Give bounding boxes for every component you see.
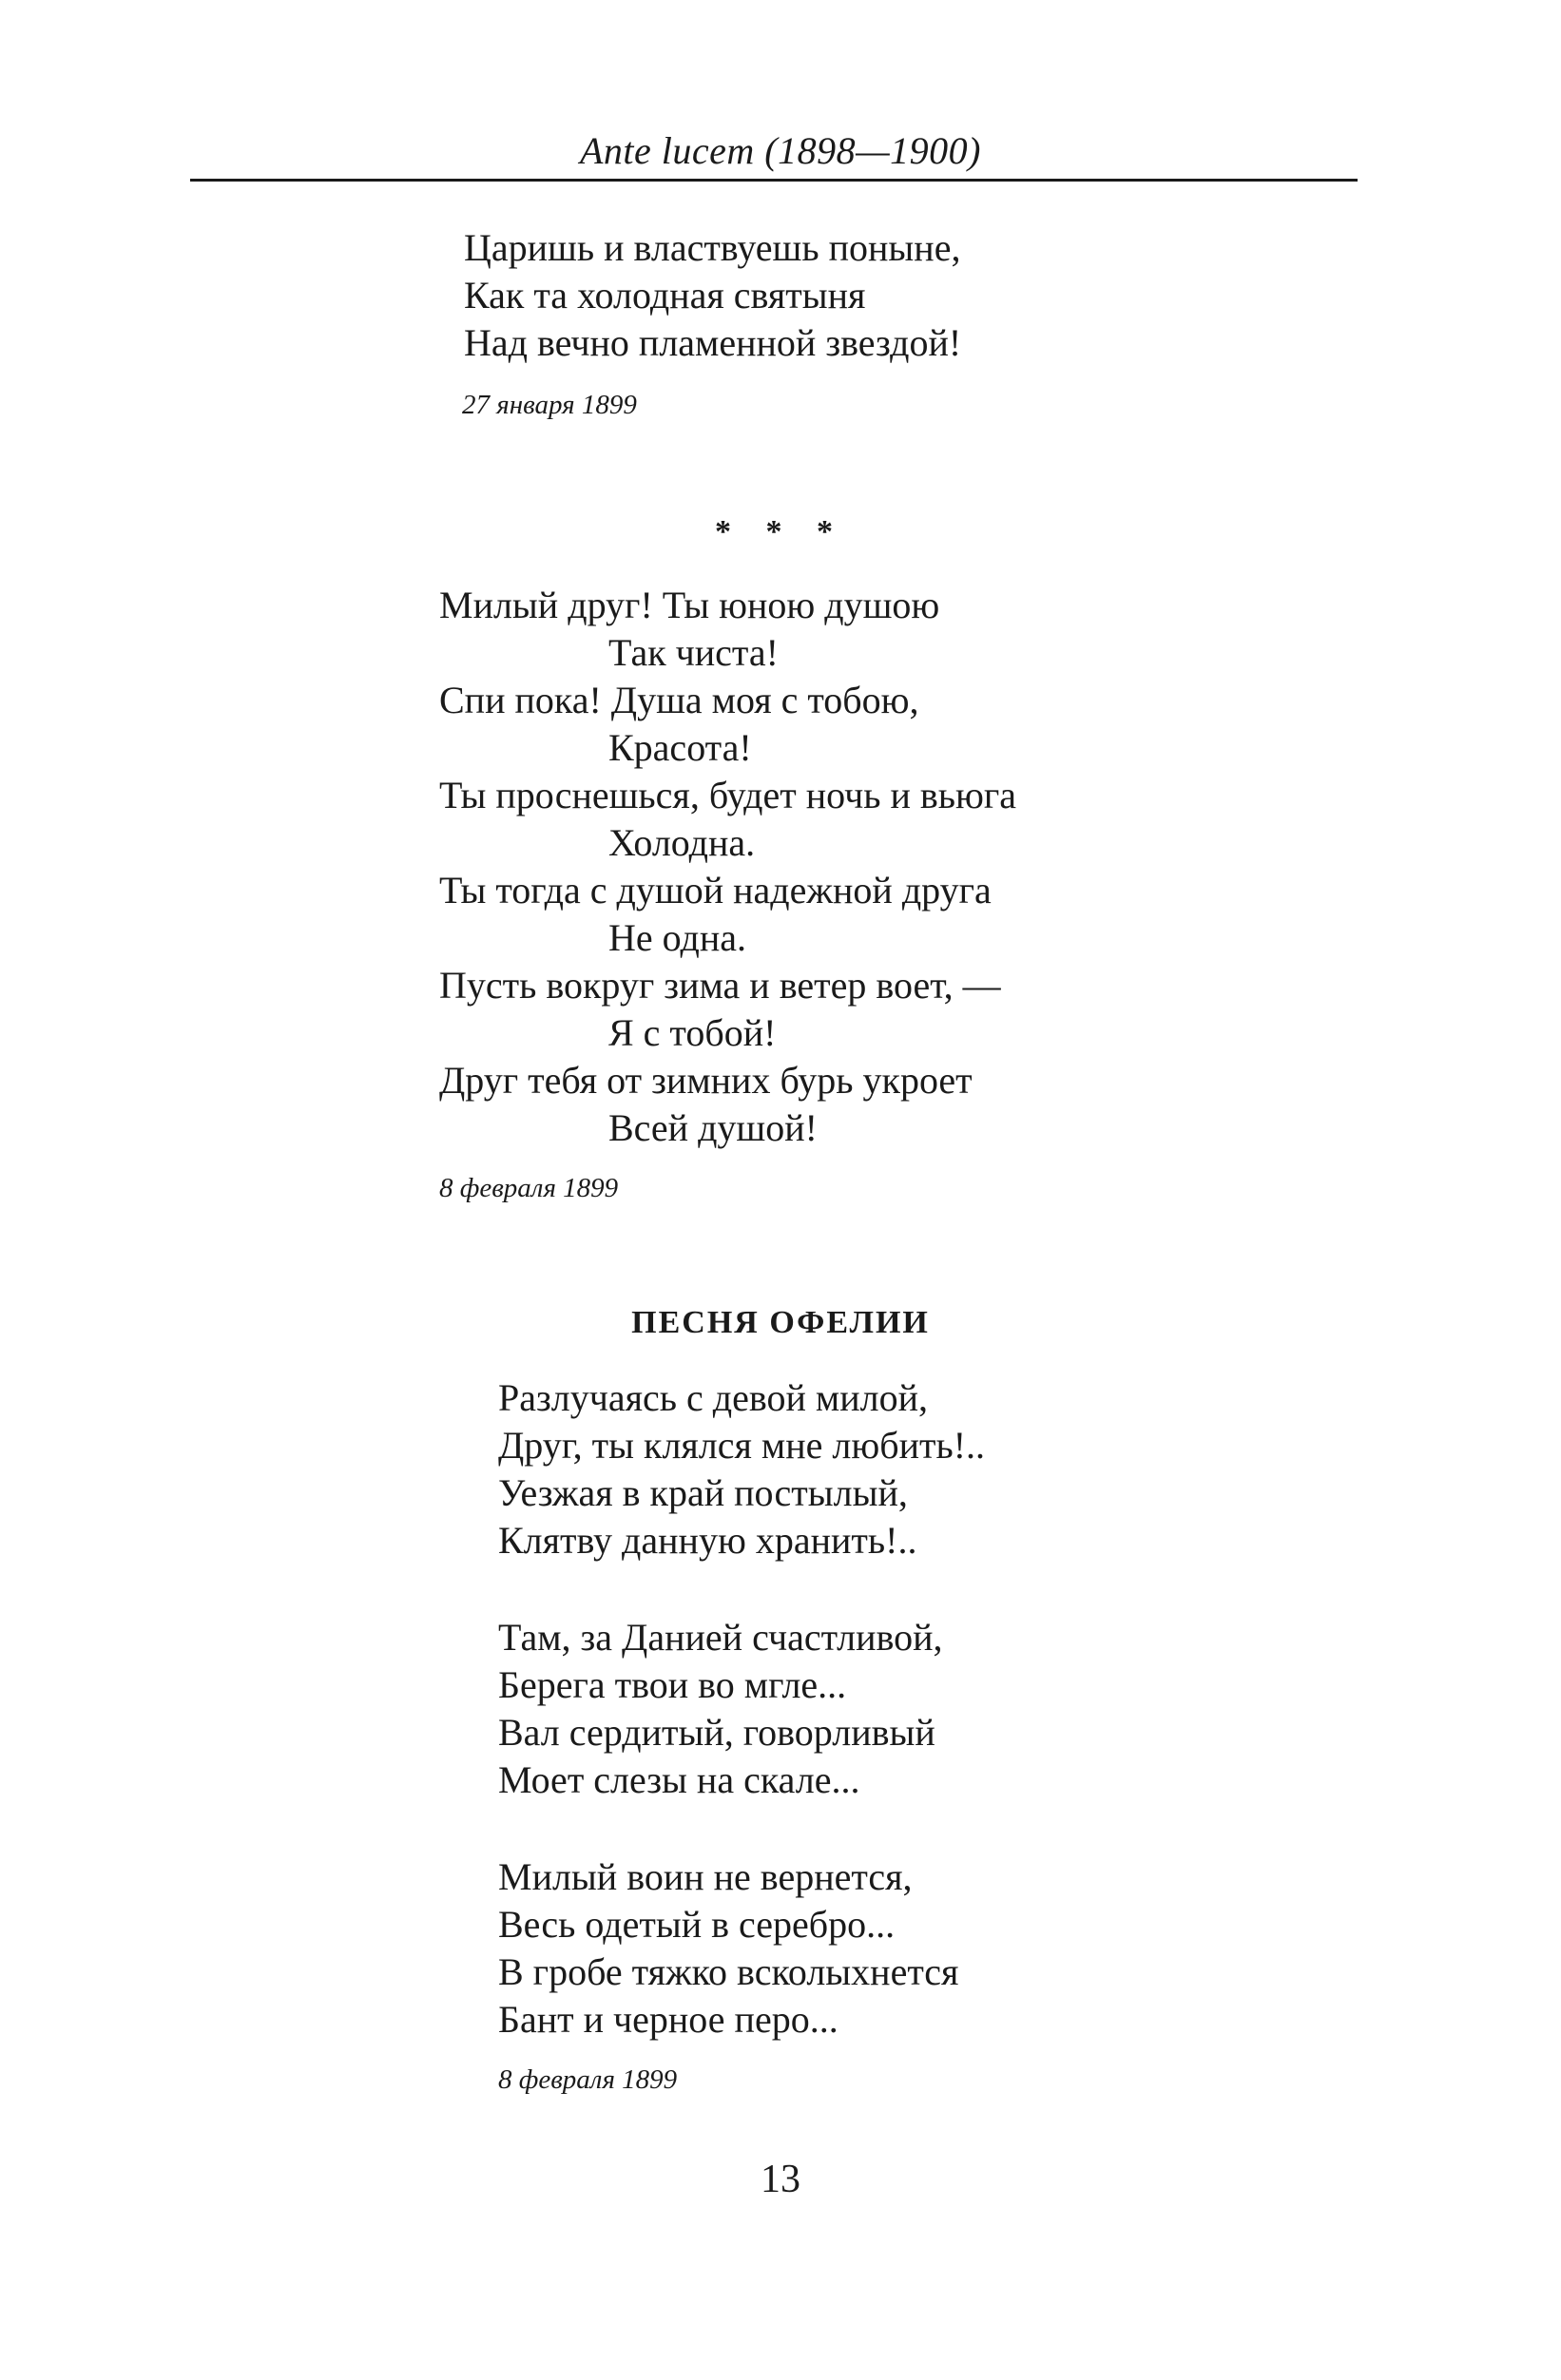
poem-line: Всей душой! (608, 1106, 818, 1149)
poem-date: 8 февраля 1899 (498, 2064, 678, 2095)
header-rule (190, 179, 1358, 182)
poem-line: Я с тобой! (608, 1011, 777, 1054)
stanza (498, 1853, 985, 2044)
stanza-gap (498, 1564, 985, 1614)
stanza-gap (498, 1804, 985, 1853)
poem-line: Спи пока! Душа моя с тобою, (439, 679, 919, 721)
poem-line: Клятву данную хранить!.. (498, 1519, 917, 1562)
stanza (498, 1374, 985, 1564)
poem-line: Ты проснешься, будет ночь и вьюга (439, 774, 1017, 816)
stanza (498, 1614, 985, 1804)
poem-separator: * * * (715, 514, 846, 549)
poem-line: Над вечно пламенной звездой! (464, 321, 962, 364)
poem-two-block (439, 582, 1016, 1205)
running-head: Ante lucem (1898—1900) (579, 129, 981, 172)
poem-line: В гробе тяжко всколыхнется (498, 1950, 959, 1993)
poem-line: Моет слезы на скале... (498, 1758, 860, 1801)
poem-line: Вал сердитый, говорливый (498, 1711, 935, 1754)
poem-line: Царишь и властвуешь поныне, (464, 226, 961, 269)
poem-line: Милый друг! Ты юною душою (439, 584, 940, 626)
poem-line: Холодна. (608, 821, 756, 864)
poem-date: 27 января 1899 (462, 390, 637, 420)
poem-title: ПЕСНЯ ОФЕЛИИ (631, 1305, 930, 1340)
poem-line: Как та холодная святыня (464, 274, 866, 317)
poem-line: Милый воин не вернется, (498, 1855, 913, 1898)
poem-line: Пусть вокруг зима и ветер воет, — (439, 964, 1001, 1007)
poem-line: Друг, ты клялся мне любить!.. (498, 1424, 986, 1467)
poem-line: Не одна. (608, 916, 746, 959)
poem-line: Берега твои во мгле... (498, 1663, 847, 1706)
poem-three-block (498, 1374, 985, 2097)
poem-line: Весь одетый в серебро... (498, 1903, 896, 1946)
poem-line: Так чиста! (608, 631, 779, 674)
poem-line: Разлучаясь с девой милой, (498, 1376, 928, 1419)
poem-date: 8 февраля 1899 (439, 1173, 619, 1203)
poem-line: Красота! (608, 726, 752, 769)
page-number: 13 (761, 2158, 800, 2201)
poem-end-block (464, 224, 961, 422)
poem-line: Бант и черное перо... (498, 1998, 838, 2041)
poem-line: Ты тогда с душой надежной друга (439, 869, 992, 912)
poem-line: Друг тебя от зимних бурь укроет (439, 1059, 973, 1102)
poem-line: Там, за Данией счастливой, (498, 1616, 943, 1659)
poem-line: Уезжая в край постылый, (498, 1471, 908, 1514)
